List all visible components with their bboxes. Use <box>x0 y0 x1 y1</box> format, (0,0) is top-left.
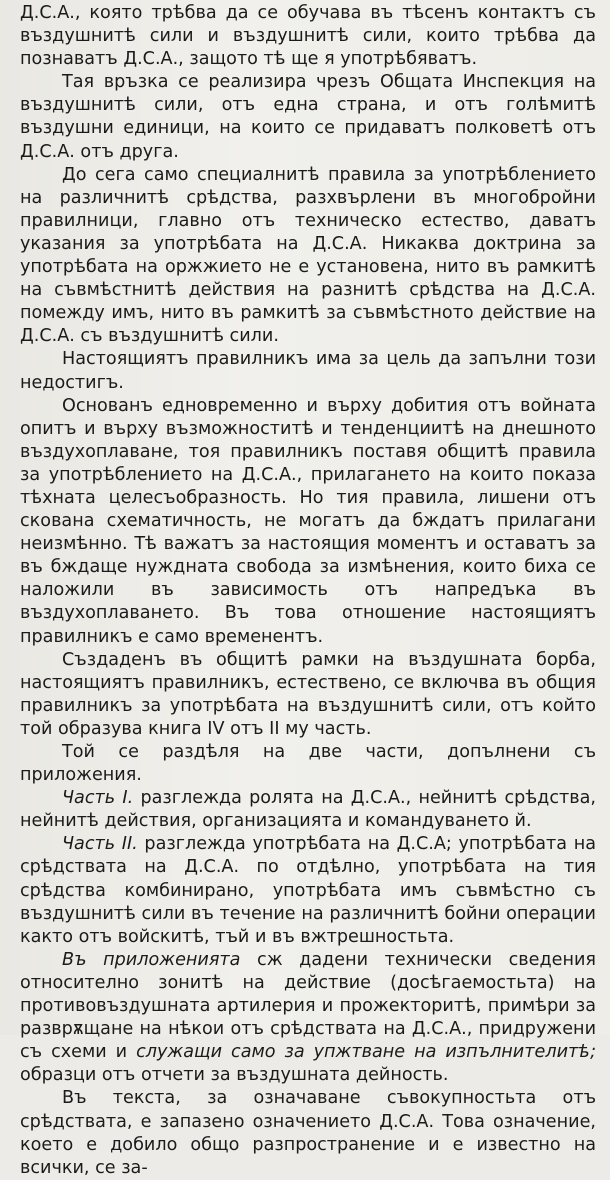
text-run: Въ текста, за означаване съвокупностьта отъ срѣдствата, е запазено означението Д.С.А. Това означение, което е добило общо разпространение и е известно на всички, се за- <box>20 1088 596 1178</box>
text-run: сж дадени технически сведения относително зонитѣ на действие (досѣгаемостьта) на противовъздушната артилерия и прожекторитѣ, примѣри за разврѫщане на нѣкои отъ срѣдствата на Д.С.А., придружени съ схеми и <box>20 949 596 1063</box>
paragraph <box>20 395 596 649</box>
text-run: Основанъ едновременно и върху добития отъ войната опитъ и върху възможноститѣ и тенденциитѣ на днешното въздухоплаване, тоя правилникъ поставя общитѣ правила за употрѣблението на Д.С.А., прилагането на които показа тѣхната целесъобразность. Но тия правила, лишени отъ скована схематичность, не могатъ да бждатъ прилагани неизмѣнно. Тѣ важатъ за настоящия моментъ и оставатъ за въ бждаще нуждната свобода за измѣнения, които биха се наложили въ зависимость отъ напредъка въ въздухоплаването. Въ това отношение настоящиятъ правилникъ е само временентъ. <box>20 395 596 647</box>
text-run: Д.С.А., която трѣбва да се обучава въ тѣсенъ контактъ съ въздушнитѣ сили и въздушнитѣ сили, които трѣбва да познаватъ Д.С.А., защото тѣ ще я употрѣбяватъ. <box>20 3 596 70</box>
text-run: Настоящиятъ правилникъ има за цель да запълни този недостигъ. <box>20 349 596 393</box>
italic-text-run: Въ приложенията <box>62 949 241 970</box>
text-run: разглежда ролята на Д.С.А., нейнитѣ срѣдства, нейнитѣ действия, организацията и командуването й. <box>20 788 596 832</box>
italic-text-run: Часть II. <box>62 834 138 855</box>
paragraph <box>20 164 596 349</box>
paragraph <box>20 833 596 948</box>
body-text <box>20 2 596 1180</box>
text-run: До сега само специалнитѣ правила за употрѣблението на различнитѣ срѣдства, разхвърлени въ многобройни правилници, главно отъ техническо естество, даватъ указания за употрѣбата на Д.С.А. Никаква доктрина за употрѣбата на оржжието не е установена, нито въ рамкитѣ на съвмѣстнитѣ действия на разнитѣ срѣдства на Д.С.А. помежду имъ, нито въ рамкитѣ за съвмѣстното действие на Д.С.А. съ въздушнитѣ сили. <box>20 164 596 347</box>
text-run: Тая връзка се реализира чрезъ Общата Инспекция на въздушнитѣ сили, отъ една страна, и отъ голѣмитѣ въздушни единици, на които се придаватъ полковетѣ отъ Д.С.А. отъ друга. <box>20 72 596 162</box>
paragraph <box>20 71 596 163</box>
paragraph <box>20 741 596 787</box>
text-run: Създаденъ въ общитѣ рамки на въздушната борба, настоящиятъ правилникъ, естествено, се включва въ общия правилникъ за употрѣбата на въздушнитѣ сили, отъ който той образува книга IV отъ II му часть. <box>20 649 596 739</box>
text-run: Той се раздѣля на две части, допълнени съ приложения. <box>20 742 596 786</box>
paragraph <box>20 348 596 394</box>
italic-text-run: служащи само за упжтване на изпълнителитѣ; <box>136 1042 596 1063</box>
paragraph <box>20 1087 596 1179</box>
paragraph <box>20 649 596 741</box>
paragraph <box>20 2 596 71</box>
text-run: образци отъ отчети за въздушната дейность. <box>20 1065 449 1086</box>
paragraph <box>20 787 596 833</box>
paragraph <box>20 949 596 1088</box>
italic-text-run: Часть I. <box>62 788 134 809</box>
text-run: разглежда употрѣбата на Д.С.А; употрѣбата на срѣдствата на Д.С.А. по отдѣлно, употрѣбата на тия срѣдства комбинирано, употрѣбата имъ съвмѣстно съ въздушнитѣ сили въ течение на различнитѣ бойни операции както отъ войскитѣ, тъй и въ вжтрешностьта. <box>20 834 596 947</box>
